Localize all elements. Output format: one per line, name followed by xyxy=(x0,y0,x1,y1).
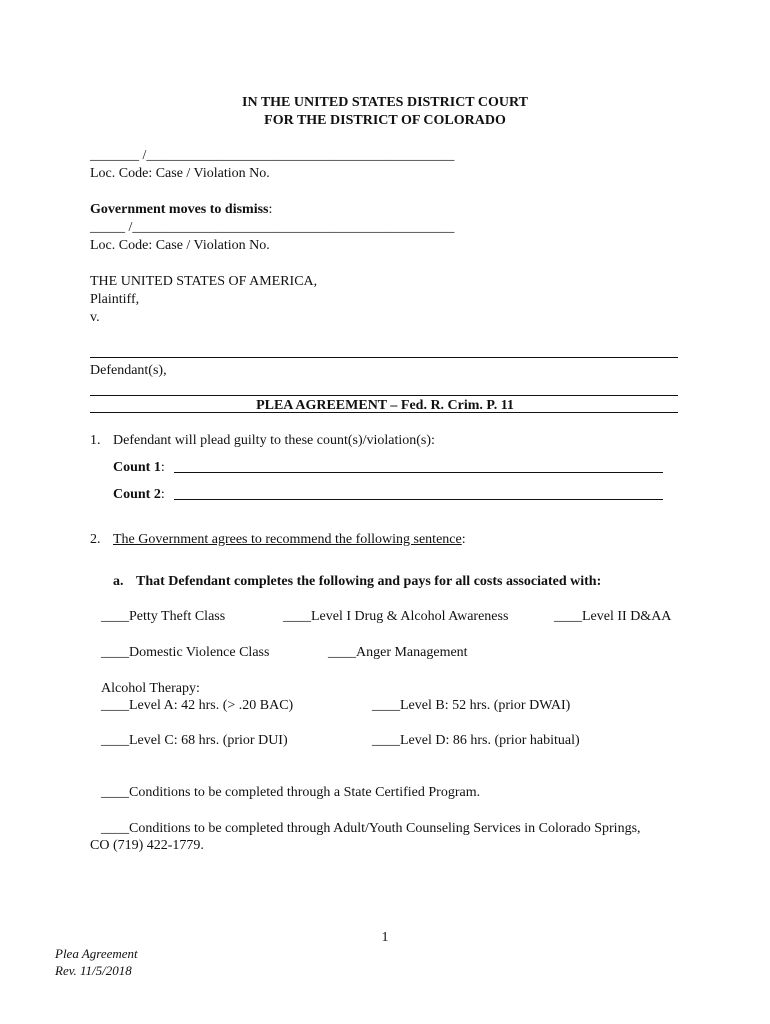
item2a-letter: a. xyxy=(113,574,124,589)
option-level2-daa: ____Level II D&AA xyxy=(554,609,672,624)
item1-number: 1. xyxy=(90,433,101,448)
court-name-line1: IN THE UNITED STATES DISTRICT COURT xyxy=(242,95,528,110)
title-top-rule xyxy=(90,395,678,396)
count2 xyxy=(113,486,165,504)
case-number-label: Loc. Code: Case / Violation No. xyxy=(90,166,270,181)
plaintiff-label: Plaintiff, xyxy=(90,292,140,307)
condition-adult-youth-line2: CO (719) 422-1779. xyxy=(90,838,204,853)
alcohol-level-b: ____Level B: 52 hrs. (prior DWAI) xyxy=(372,698,571,713)
dismiss-heading xyxy=(90,201,272,219)
dismiss-heading-text: Government moves to dismiss xyxy=(90,202,269,217)
count2-line xyxy=(174,499,663,500)
item2 xyxy=(113,531,466,549)
title-bottom-rule xyxy=(90,412,678,413)
court-name-line2: FOR THE DISTRICT OF COLORADO xyxy=(264,113,506,128)
item1-text: Defendant will plead guilty to these count(s)/violation(s): xyxy=(113,433,435,448)
count1 xyxy=(113,459,165,477)
footer-doc-name: Plea Agreement xyxy=(55,946,138,961)
item2-colon: : xyxy=(461,532,466,547)
option-domestic-violence: ____Domestic Violence Class xyxy=(101,645,270,660)
versus: v. xyxy=(90,310,100,325)
dismiss-case-label: Loc. Code: Case / Violation No. xyxy=(90,238,270,253)
dismiss-case-blank: _____ /______________________________________________ xyxy=(90,220,455,235)
count2-colon: : xyxy=(160,487,165,502)
defendant-name-line xyxy=(90,357,678,358)
alcohol-level-c: ____Level C: 68 hrs. (prior DUI) xyxy=(101,733,288,748)
condition-state-certified: ____Conditions to be completed through a State Certified Program. xyxy=(101,785,481,800)
alcohol-level-d: ____Level D: 86 hrs. (prior habitual) xyxy=(372,733,580,748)
condition-adult-youth-line1: ____Conditions to be completed through Adult/Youth Counseling Services in Colorado Springs, xyxy=(101,821,641,836)
item2-text: The Government agrees to recommend the following sentence xyxy=(113,532,462,547)
option-level1-drug-alcohol: ____Level I Drug & Alcohol Awareness xyxy=(283,609,509,624)
item2a-text: That Defendant completes the following and pays for all costs associated with: xyxy=(136,574,602,589)
document-title: PLEA AGREEMENT – Fed. R. Crim. P. 11 xyxy=(256,398,514,413)
count2-label: Count 2 xyxy=(113,487,161,502)
case-number-blank: _______ /____________________________________________ xyxy=(90,148,455,163)
defendant-label: Defendant(s), xyxy=(90,363,167,378)
option-petty-theft: ____Petty Theft Class xyxy=(101,609,226,624)
option-anger-management: ____Anger Management xyxy=(328,645,468,660)
item2-number: 2. xyxy=(90,532,101,547)
dismiss-colon: : xyxy=(268,202,273,217)
count1-label: Count 1 xyxy=(113,460,161,475)
count1-colon: : xyxy=(160,460,165,475)
count1-line xyxy=(174,472,663,473)
alcohol-therapy-heading: Alcohol Therapy: xyxy=(101,681,200,696)
page-number: 1 xyxy=(381,930,389,945)
alcohol-level-a: ____Level A: 42 hrs. (> .20 BAC) xyxy=(101,698,294,713)
plaintiff-name: THE UNITED STATES OF AMERICA, xyxy=(90,274,318,289)
footer-revision: Rev. 11/5/2018 xyxy=(55,963,132,978)
